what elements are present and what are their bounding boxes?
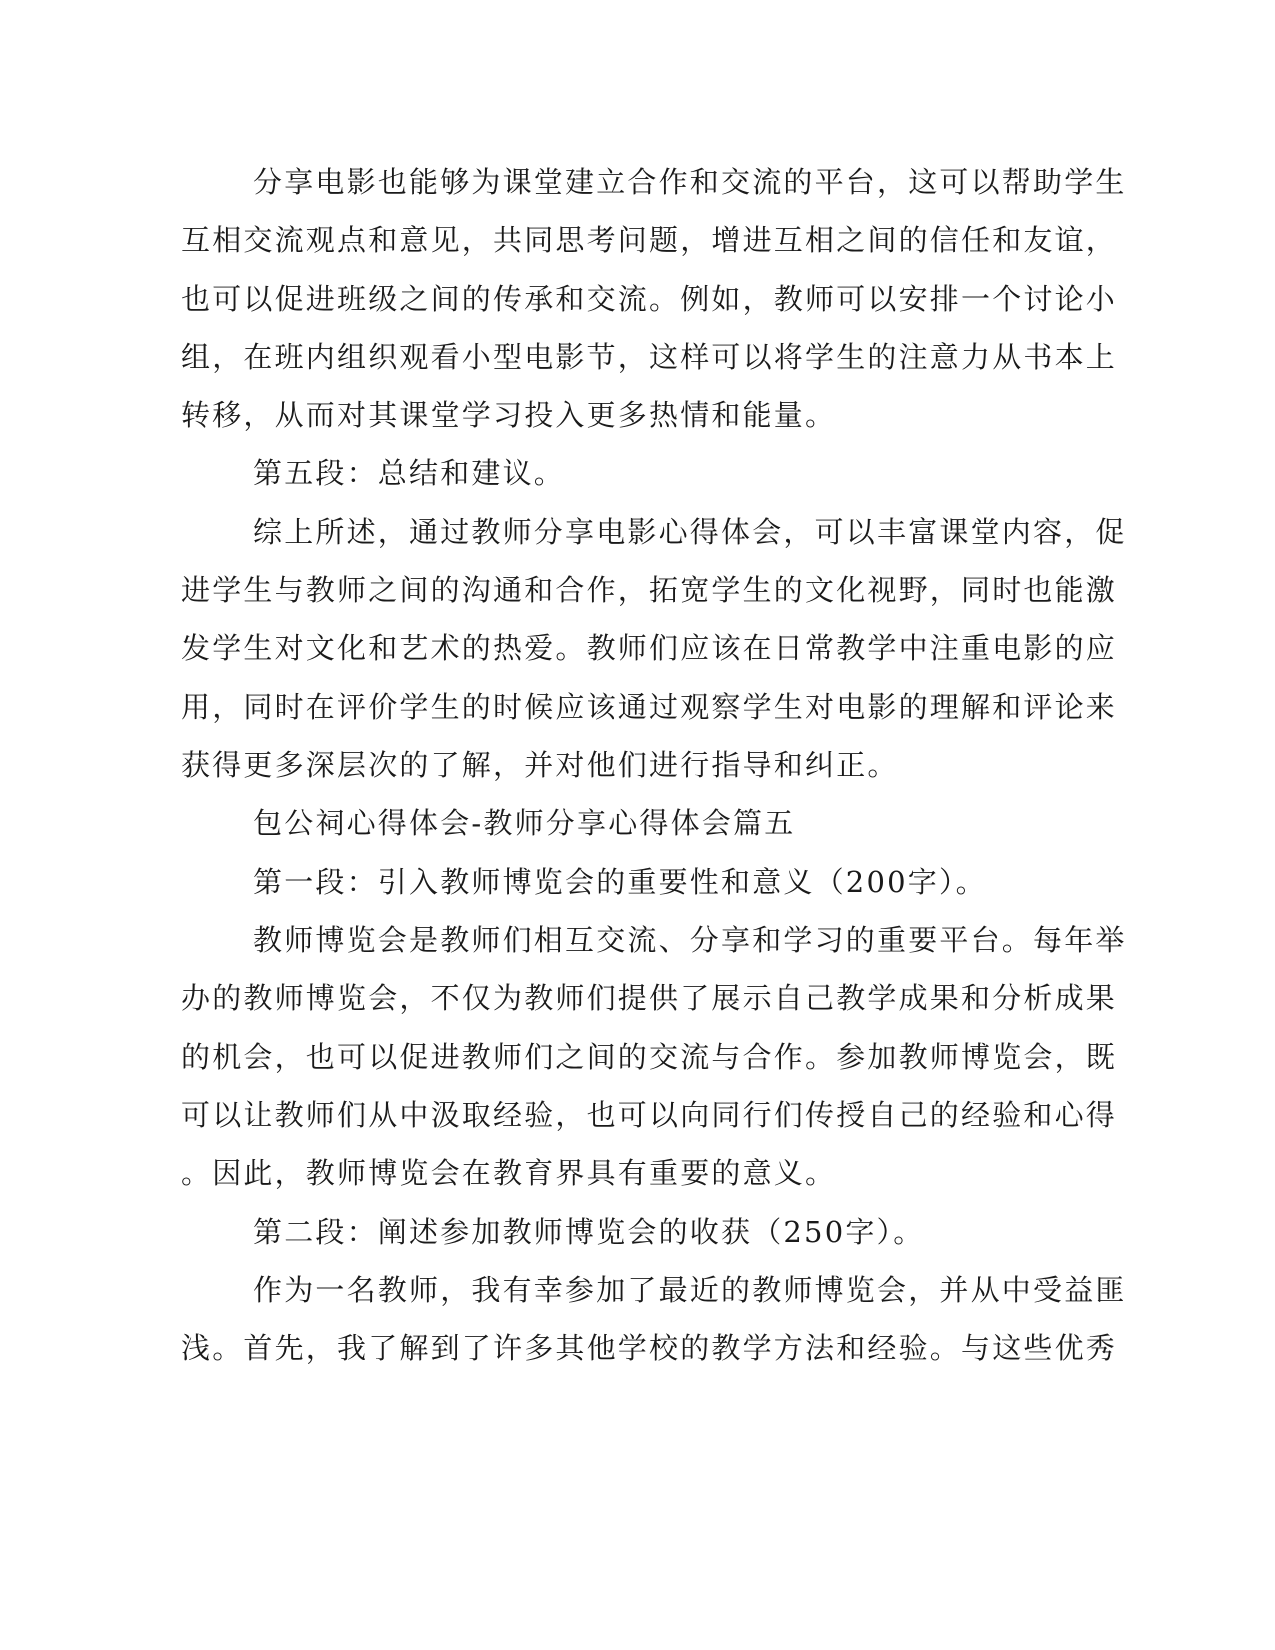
text-line: 进学生与教师之间的沟通和合作，拓宽学生的文化视野，同时也能激: [181, 573, 1118, 607]
text-line: 教师博览会是教师们相互交流、分享和学习的重要平台。每年举: [253, 923, 1127, 957]
text-line: 综上所述，通过教师分享电影心得体会，可以丰富课堂内容，促: [253, 515, 1127, 549]
text-line: 办的教师博览会，不仅为教师们提供了展示自己教学成果和分析成果: [181, 981, 1118, 1015]
section-heading: 第二段：阐述参加教师博览会的收获（250字）。: [253, 1215, 925, 1249]
text-line: 可以让教师们从中汲取经验，也可以向同行们传授自己的经验和心得: [181, 1098, 1118, 1132]
text-line: 。因此，教师博览会在教育界具有重要的意义。: [181, 1156, 837, 1190]
text-line: 互相交流观点和意见，共同思考问题，增进互相之间的信任和友谊，: [181, 223, 1118, 257]
article-title: 包公祠心得体会-教师分享心得体会篇五: [253, 806, 796, 840]
text-line: 也可以促进班级之间的传承和交流。例如，教师可以安排一个讨论小: [181, 282, 1118, 316]
section-heading: 第五段：总结和建议。: [253, 456, 566, 490]
section-heading: 第一段：引入教师博览会的重要性和意义（200字）。: [253, 865, 987, 899]
text-line: 发学生对文化和艺术的热爱。教师们应该在日常教学中注重电影的应: [181, 631, 1118, 665]
text-line: 作为一名教师，我有幸参加了最近的教师博览会，并从中受益匪: [253, 1273, 1127, 1307]
text-line: 获得更多深层次的了解，并对他们进行指导和纠正。: [181, 748, 899, 782]
text-line: 的机会，也可以促进教师们之间的交流与合作。参加教师博览会，既: [181, 1040, 1118, 1074]
text-line: 分享电影也能够为课堂建立合作和交流的平台，这可以帮助学生: [253, 165, 1127, 199]
text-line: 浅。首先，我了解到了许多其他学校的教学方法和经验。与这些优秀: [181, 1331, 1118, 1365]
text-line: 用，同时在评价学生的时候应该通过观察学生对电影的理解和评论来: [181, 690, 1118, 724]
text-line: 组，在班内组织观看小型电影节，这样可以将学生的注意力从书本上: [181, 340, 1118, 374]
text-line: 转移，从而对其课堂学习投入更多热情和能量。: [181, 398, 837, 432]
